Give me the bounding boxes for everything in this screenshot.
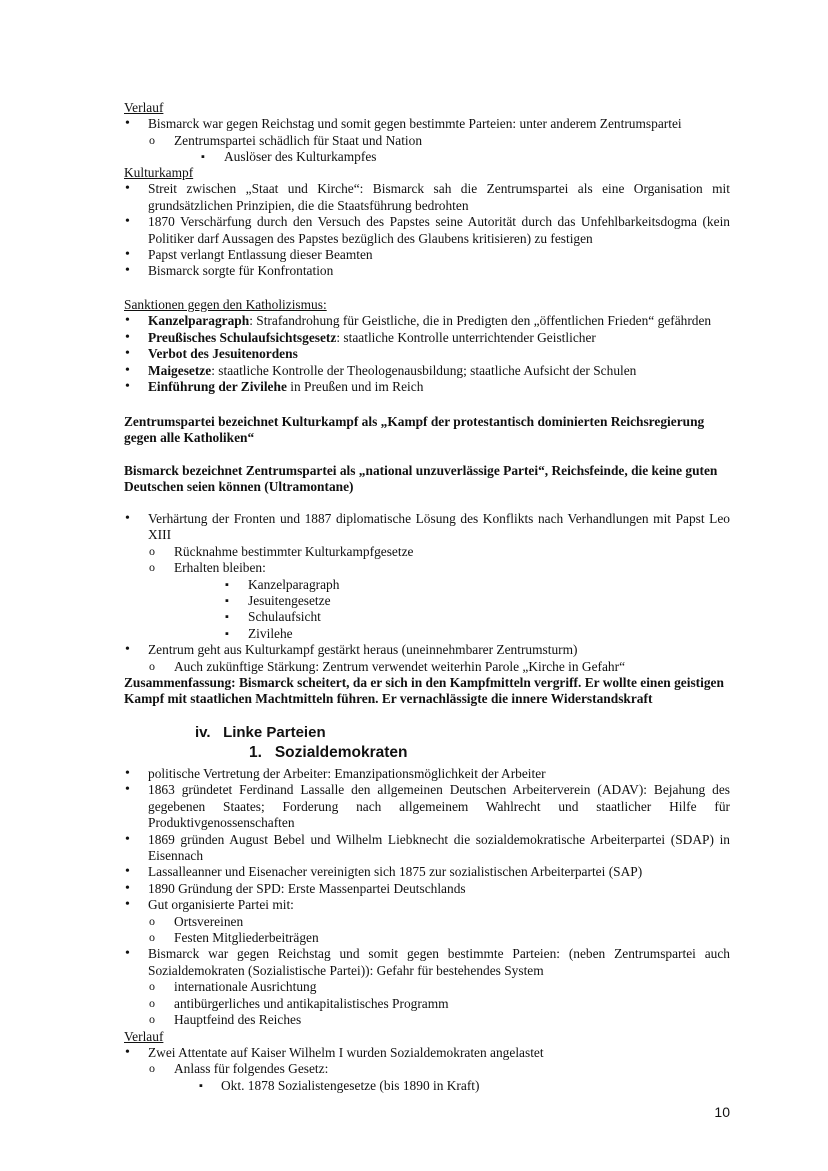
list-item: [124, 379, 730, 395]
list-item: • Bismarck sorgte für Konfrontation: [124, 263, 730, 279]
zusammenfassung: Zusammenfassung: Bismarck scheitert, da er sich in den Kampfmitteln vergriff. Er wollte einen geistigen Kampf mit staatlichen Machtmitteln führen. Er vernachlässigte die innere Widerstandskraft: [124, 675, 724, 707]
term-description: in Preußen und im Reich: [286, 379, 424, 395]
list-item: o Anlass für folgendes Gesetz:: [124, 1061, 730, 1077]
statement-bismarck: Bismarck bezeichnet Zentrumspartei als „national unzuverlässige Partei“, Reichsfeinde, die keine guten Deutschen seien können (Ultramontane): [124, 463, 718, 495]
term-description: : staatliche Kontrolle der Theologenausbildung; staatliche Aufsicht der Schulen: [211, 362, 637, 378]
list-item: • Zwei Attentate auf Kaiser Wilhelm I wurden Sozialdemokraten angelastet: [124, 1045, 730, 1061]
list-item: o Hauptfeind des Reiches: [124, 1012, 730, 1028]
list-item: [124, 363, 730, 379]
list-item: ▪ Schulaufsicht: [124, 609, 730, 625]
list-item: • Papst verlangt Entlassung dieser Beamten: [124, 247, 730, 263]
list-item: ▪ Jesuitengesetze: [124, 593, 730, 609]
kulturkampf-heading: Kulturkampf: [124, 165, 194, 180]
list-item: o internationale Ausrichtung: [124, 979, 730, 995]
list-item: • Lassalleanner und Eisenacher vereinigten sich 1875 zur sozialistischen Arbeiterpartei (SAP): [124, 864, 730, 880]
verlauf-section: [124, 100, 730, 166]
list-item: • politische Vertretung der Arbeiter: Emanzipationsmöglichkeit der Arbeiter: [124, 766, 730, 782]
list-item: ▪ Okt. 1878 Sozialistengesetze (bis 1890 in Kraft): [124, 1078, 730, 1094]
term: Einführung der Zivilehe: [148, 379, 287, 395]
list-item: [124, 330, 730, 346]
list-item: o Rücknahme bestimmter Kulturkampfgesetze: [124, 544, 730, 560]
verlauf-heading: Verlauf: [124, 100, 164, 115]
term-description: : staatliche Kontrolle unterrichtender Geistlicher: [336, 329, 596, 345]
term: Verbot des Jesuitenordens: [148, 346, 298, 362]
list-item: o Festen Mitgliederbeiträgen: [124, 930, 730, 946]
list-item: • Zentrum geht aus Kulturkampf gestärkt heraus (uneinnehmbarer Zentrumsturm): [124, 642, 730, 658]
list-item: o Ortsvereinen: [124, 914, 730, 930]
list-item: ▪ Zivilehe: [124, 626, 730, 642]
list-item: o antibürgerliches und antikapitalistisches Programm: [124, 996, 730, 1012]
list-item: o Auch zukünftige Stärkung: Zentrum verwendet weiterhin Parole „Kirche in Gefahr“: [124, 659, 730, 675]
list-item: • Gut organisierte Partei mit:: [124, 897, 730, 913]
verlauf-heading: Verlauf: [124, 1028, 164, 1044]
term: Preußisches Schulaufsichtsgesetz: [148, 329, 337, 345]
list-item: • Bismarck war gegen Reichstag und somit gegen bestimmte Parteien: (neben Zentrumspartei auch Sozialdemokraten (Sozialistische Partei)): Gefahr für bestehendes System: [124, 946, 730, 979]
list-item: • Streit zwischen „Staat und Kirche“: Bismarck sah die Zentrumspartei als eine Organisation mit grundsätzlichen Prinzipien, die die Staatsführung bedrohten: [124, 181, 730, 214]
list-item: • Bismarck war gegen Reichstag und somit gegen bestimmte Parteien: unter anderem Zentrumspartei: [124, 116, 730, 132]
list-item: • 1890 Gründung der SPD: Erste Massenpartei Deutschlands: [124, 881, 730, 897]
statement-zentrumspartei: Zentrumspartei bezeichnet Kulturkampf als „Kampf der protestantisch dominierten Reichsregierung gegen alle Katholiken“: [124, 414, 705, 446]
list-item: ▪ Kanzelparagraph: [124, 577, 730, 593]
list-item: o Zentrumspartei schädlich für Staat und Nation: [124, 133, 730, 149]
sanktionen-heading: Sanktionen gegen den Katholizismus:: [124, 297, 327, 312]
list-item: • 1869 gründen August Bebel und Wilhelm Liebknecht die sozialdemokratische Arbeiterpartei (SDAP) in Eisennach: [124, 832, 730, 865]
list-item: • Verhärtung der Fronten und 1887 diplomatische Lösung des Konflikts nach Verhandlungen mit Papst Leo XIII: [124, 511, 730, 544]
list-item: ▪ Auslöser des Kulturkampfes: [124, 149, 730, 165]
list-item: o Erhalten bleiben:: [124, 560, 730, 576]
sozialdemokraten-section: [124, 766, 730, 1094]
kulturkampf-section: [124, 165, 730, 280]
subsection-heading: 1. Sozialdemokraten: [249, 744, 408, 761]
list-item: [124, 313, 730, 329]
list-item: • 1870 Verschärfung durch den Versuch des Papstes seine Autorität durch das Unfehlbarkeitsdogma (kein Politiker darf Aussagen des Papstes bezüglich des Glaubens kritisieren) zu festigen: [124, 214, 730, 247]
section-heading: iv. Linke Parteien: [195, 724, 326, 741]
list-item: [124, 346, 730, 362]
sanktionen-section: [124, 297, 730, 395]
verhaertung-section: [124, 511, 730, 708]
term: Maigesetze: [148, 362, 212, 378]
page-number: 10: [714, 1104, 730, 1120]
list-item: • 1863 gründetet Ferdinand Lassalle den allgemeinen Deutschen Arbeiterverein (ADAV): Bejahung des gegebenen Staates; Forderung nach allgemeinem Wahlrecht und staatlicher Hilfe für Produktivgenossenschaften: [124, 782, 730, 831]
term: Kanzelparagraph: [148, 313, 250, 329]
term-description: : Strafandrohung für Geistliche, die in Predigten den „öffentlichen Frieden“ gefährden: [249, 313, 712, 329]
